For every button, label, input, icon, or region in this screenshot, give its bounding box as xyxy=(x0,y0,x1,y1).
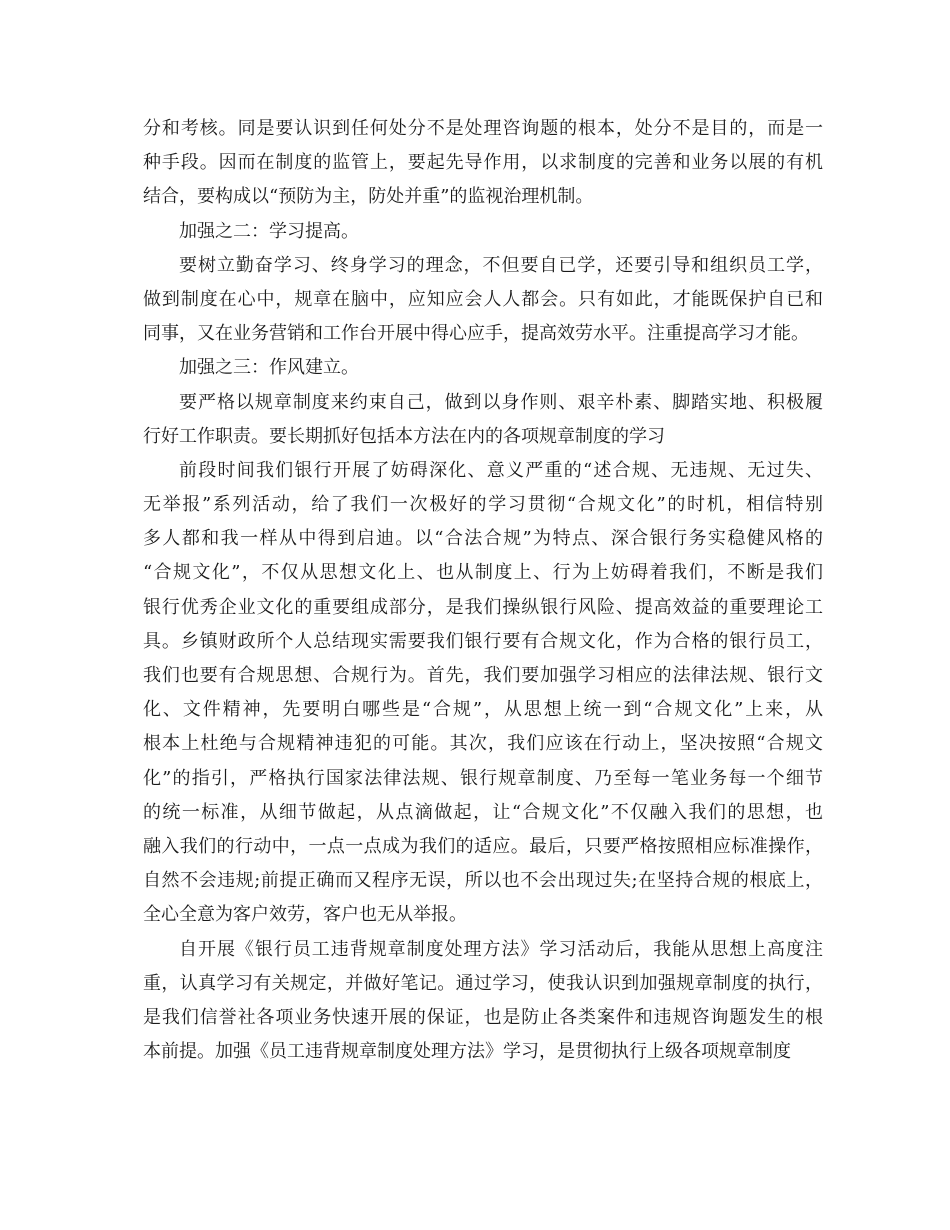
text-line: “合规文化”，不仅从思想文化上、也从制度上、行为上妨碍着我们，不断是我们 xyxy=(143,562,823,584)
text-line: 做到制度在心中，规章在脑中，应知应会人人都会。只有如此，才能既保护自已和 xyxy=(143,288,823,310)
text-line: 化”的指引，严格执行国家法律法规、银行规章制度、乃至每一笔业务每一个细节 xyxy=(143,767,823,789)
document-page xyxy=(143,112,823,1069)
text-line: 具。乡镇财政所个人总结现实需要我们银行要有合规文化，作为合格的银行员工， xyxy=(143,630,823,652)
paragraph xyxy=(143,386,823,454)
text-line: 的统一标准，从细节做起，从点滴做起，让“合规文化”不仅融入我们的思想，也 xyxy=(143,801,823,823)
paragraph xyxy=(143,351,823,385)
paragraph xyxy=(143,933,823,1070)
paragraph xyxy=(143,454,823,933)
text-line: 要严格以规章制度来约束自己，做到以身作则、艰辛朴素、脚踏实地、积极履 xyxy=(179,391,823,413)
text-line: 加强之三：作风建立。 xyxy=(179,357,359,379)
text-line: 是我们信誉社各项业务快速开展的保证，也是防止各类案件和违规咨询题发生的根 xyxy=(143,1006,823,1028)
text-line: 化、文件精神，先要明白哪些是“合规”，从思想上统一到“合规文化”上来，从 xyxy=(143,699,823,721)
text-line: 分和考核。同是要认识到任何处分不是处理咨询题的根本，处分不是目的，而是一 xyxy=(143,118,823,139)
text-line: 多人都和我一样从中得到启迪。以“合法合规”为特点、深合银行务实稳健风格的 xyxy=(143,528,823,550)
text-line: 银行优秀企业文化的重要组成部分，是我们操纵银行风险、提高效益的重要理论工 xyxy=(143,596,823,618)
text-line: 前段时间我们银行开展了妨碍深化、意义严重的“述合规、无违规、无过失、 xyxy=(179,459,823,481)
text-line: 重，认真学习有关规定，并做好笔记。通过学习，使我认识到加强规章制度的执行， xyxy=(143,972,823,994)
text-line: 无举报”系列活动，给了我们一次极好的学习贯彻“合规文化”的时机，相信特别 xyxy=(143,494,823,516)
text-line: 自开展《银行员工违背规章制度处理方法》学习活动后，我能从思想上高度注 xyxy=(179,938,823,960)
text-line: 加强之二：学习提高。 xyxy=(179,220,359,242)
text-line: 全心全意为客户效劳，客户也无从举报。 xyxy=(143,904,467,926)
text-line: 同事，又在业务营销和工作台开展中得心应手，提高效劳水平。注重提高学习才能。 xyxy=(143,323,809,345)
text-line: 行好工作职责。要长期抓好包括本方法在内的各项规章制度的学习 xyxy=(143,425,665,447)
paragraph xyxy=(143,215,823,249)
text-line: 我们也要有合规思想、合规行为。首先，我们要加强学习相应的法律法规、银行文 xyxy=(143,665,823,686)
text-line: 自然不会违规;前提正确而又程序无误，所以也不会出现过失;在坚持合规的根底上， xyxy=(143,870,823,892)
paragraph xyxy=(143,249,823,352)
text-line: 要树立勤奋学习、终身学习的理念，不但要自已学，还要引导和组织员工学， xyxy=(179,254,823,276)
text-line: 根本上杜绝与合规精神违犯的可能。其次，我们应该在行动上，坚决按照“合规文 xyxy=(143,733,823,755)
text-line: 本前提。加强《员工违背规章制度处理方法》学习，是贯彻执行上级各项规章制度 xyxy=(143,1041,791,1063)
text-line: 融入我们的行动中，一点一点成为我们的适应。最后，只要严格按照相应标准操作， xyxy=(143,835,823,857)
text-line: 结合，要构成以“预防为主，防处并重”的监视治理机制。 xyxy=(143,186,594,208)
paragraph xyxy=(143,112,823,215)
text-line: 种手段。因而在制度的监管上，要起先导作用，以求制度的完善和业务以展的有机 xyxy=(143,152,823,174)
